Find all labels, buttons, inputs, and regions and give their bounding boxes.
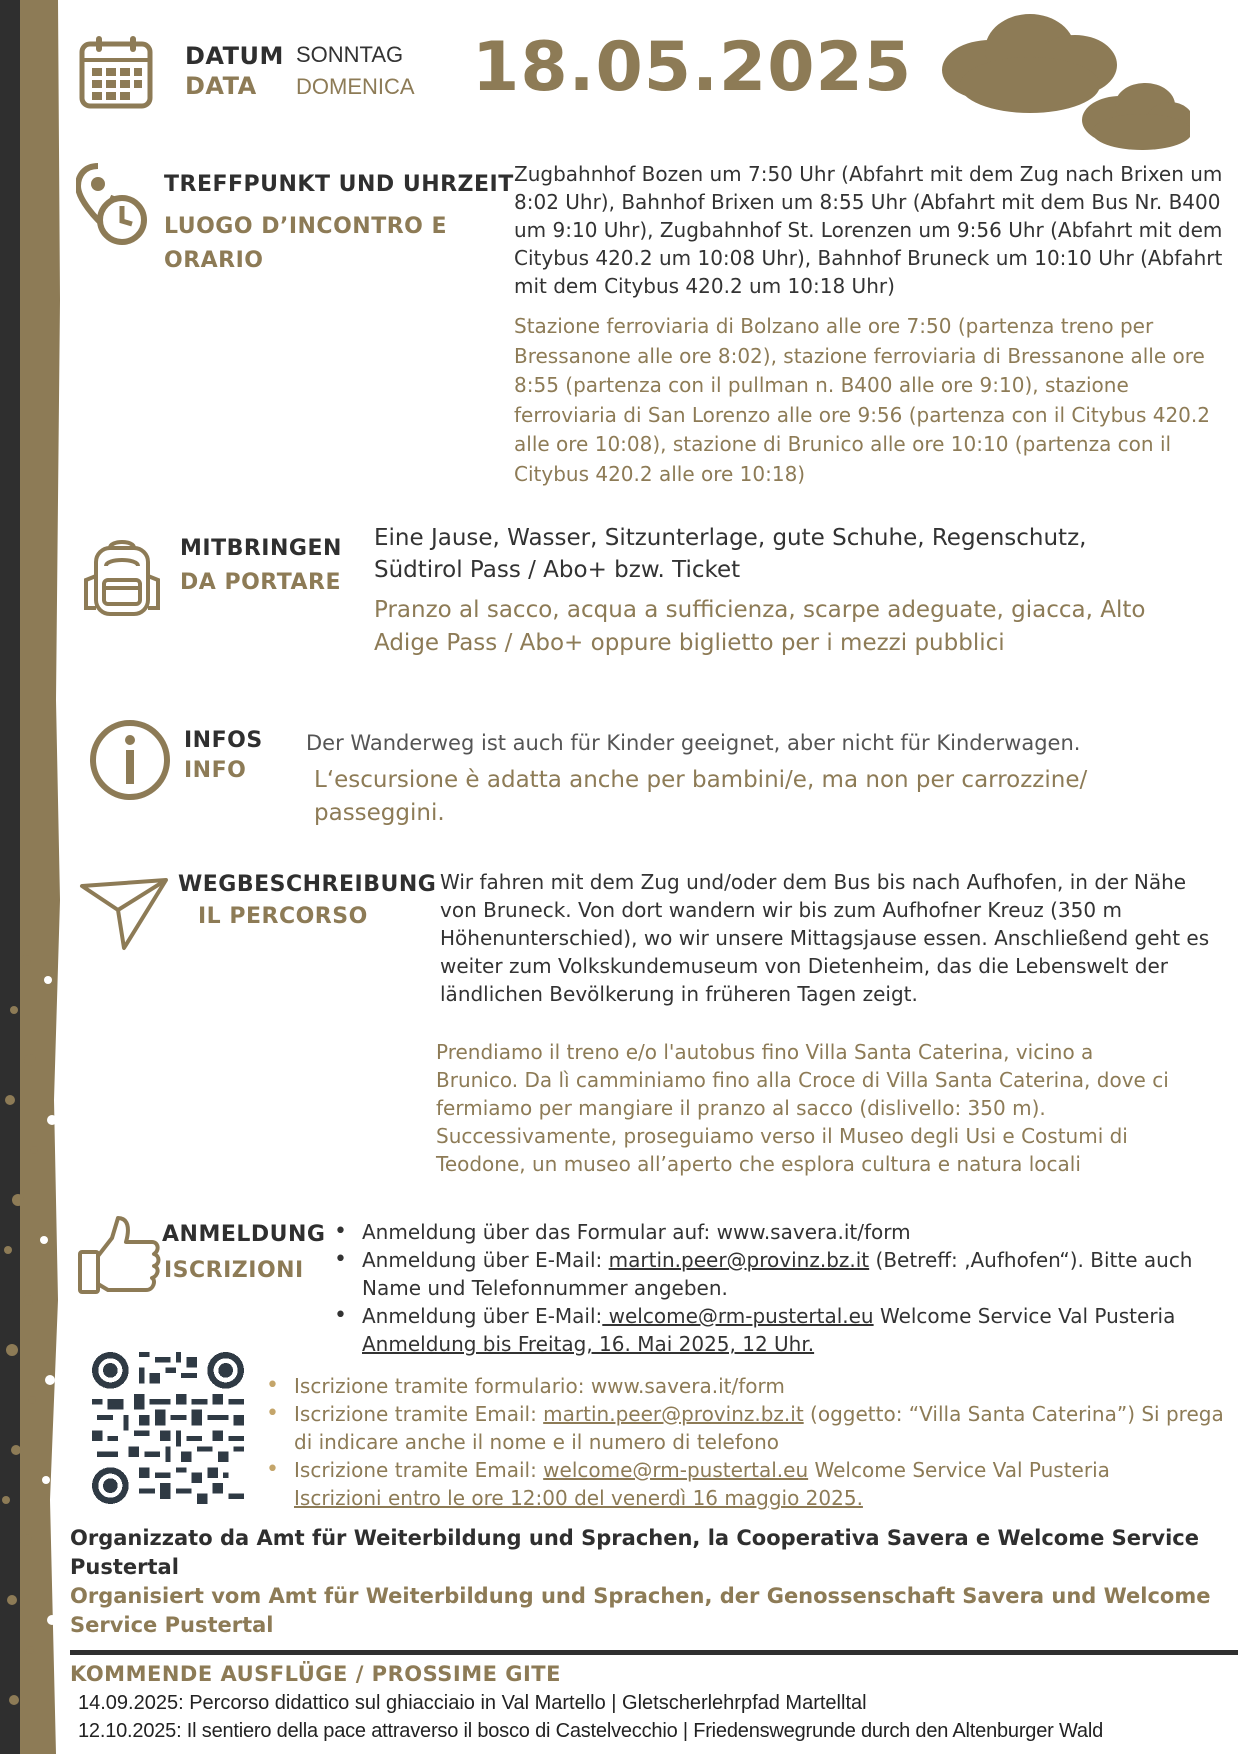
registration-email-suffix-de: (Betreff: ‚Aufhofen“). Bitte auch Name und Telefonnummer angeben. [362,1248,1193,1300]
info-text-it: L‘escursione è adatta anche per bambini/e, ma non per carrozzine/ passeggini. [314,767,1088,826]
backpack-icon [80,536,164,620]
registration-item-email-it [264,1400,1234,1456]
calendar-icon [78,34,154,110]
date-label-de: DATUM [185,42,284,70]
registration-welcome-prefix-it: Iscrizione tramite Email: [294,1458,544,1482]
meeting-text-de: Zugbahnhof Bozen um 7:50 Uhr (Abfahrt mit dem Zug nach Brixen um 8:02 Uhr), Bahnhof Brixen um 8:55 Uhr (Abfahrt mit dem Bus Nr. B400 um 9:10 Uhr), Zugbahnhof St. Lorenzen um 9:56 Uhr (Abfahrt mit dem Citybus 420.2 um 10:08 Uhr), Bahnhof Bruneck um 10:10 Uhr (Abfahrt mit dem Citybus 420.2 um 10:18 Uhr) [514,162,1223,298]
registration-item-form-de: • Anmeldung über das Formular auf: www.savera.it/form [332,1218,1232,1246]
organizer-text-it: Organizzato da Amt für Weiterbildung und Sprachen, la Cooperativa Savera e Welcome Service Pustertal [70,1526,1199,1579]
registration-email-prefix-de: Anmeldung über E-Mail: [362,1248,609,1272]
meeting-heading-de: TREFFPUNKT UND UHRZEIT [164,172,514,197]
info-heading-de: INFOS [184,728,263,753]
upcoming-trip-item: 14.09.2025: Percorso didattico sul ghiacciaio in Val Martello | Gletscherlehrpfad Martelltal [78,1692,867,1714]
info-icon [88,718,172,802]
bring-heading-it: DA PORTARE [180,570,342,595]
route-text-de: Wir fahren mit dem Zug und/oder dem Bus bis nach Aufhofen, in der Nähe von Bruneck. Von dort wandern wir bis zum Aufhofner Kreuz (350 m Höhenunterschied), wo wir unsere Mittagsjause essen. Anschließend geht es weiter zum Volkskundemuseum von Dietenheim, das die Lebenswelt der ländlichen Bevölkerung in früheren Tagen zeigt. [440,870,1210,1006]
info-text-de: Der Wanderweg ist auch für Kinder geeignet, aber nicht für Kinderwagen. [306,731,1081,755]
upcoming-trip-item: 12.10.2025: Il sentiero della pace attraverso il bosco di Castelvecchio | Friedenswegrunde durch den Altenburger Wald [78,1720,1103,1742]
registration-item-form-it: • Iscrizione tramite formulario: www.savera.it/form [264,1372,1234,1400]
bring-text-de: Eine Jause, Wasser, Sitzunterlage, gute Schuhe, Regenschutz, Südtirol Pass / Abo+ bzw. Ticket [374,525,1087,583]
organizer-text-de: Organisiert vom Amt für Weiterbildung und Sprachen, der Genossenschaft Savera und Welcome Service Pustertal [70,1584,1211,1637]
email-link-welcome-it[interactable]: welcome@rm-pustertal.eu [543,1458,809,1482]
left-decorative-strip [0,0,70,1754]
event-date: 18.05.2025 [472,28,913,107]
registration-welcome-prefix-de: Anmeldung über E-Mail: [362,1304,603,1328]
meeting-text-it: Stazione ferroviaria di Bolzano alle ore 7:50 (partenza treno per Bressanone alle ore 8:02), stazione ferroviaria di Bressanone alle ore 8:55 (partenza con il pullman n. B400 alle ore 9:10), stazione ferroviaria di San Lorenzo alle ore 9:56 (partenza con il Citybus 420.2 alle ore 10:08), stazione di Brunico alle ore 10:10 (partenza con il Citybus 420.2 alle ore 10:18) [514,314,1210,486]
meeting-heading-it: LUOGO D’INCONTRO E ORARIO [164,214,448,273]
thumbs-up-icon [78,1212,162,1298]
email-link-welcome-de[interactable]: welcome@rm-pustertal.eu [602,1304,874,1328]
location-clock-icon [76,162,148,248]
registration-welcome-suffix-it: Welcome Service Val Pusteria [808,1458,1110,1482]
registration-heading-de: ANMELDUNG [162,1222,326,1247]
qr-code[interactable] [92,1352,244,1504]
registration-heading-it: ISCRIZIONI [164,1258,304,1283]
paper-plane-icon [78,872,170,952]
bring-heading-de: MITBRINGEN [180,536,342,561]
registration-deadline-de: Anmeldung bis Freitag, 16. Mai 2025, 12 Uhr. [362,1332,815,1356]
route-text-it: Prendiamo il treno e/o l'autobus fino Villa Santa Caterina, vicino a Brunico. Da lì camminiamo fino alla Croce di Villa Santa Caterina, dove ci fermiamo per mangiare il pranzo al sacco (dislivello: 350 m). Successivamente, proseguiamo verso il Museo degli Usi e Costumi di Teodone, un museo all’aperto che esplora cultura e natura locali [436,1040,1169,1176]
bring-text-it: Pranzo al sacco, acqua a sufficienza, scarpe adeguate, giacca, Alto Adige Pass / Abo+ oppure biglietto per i mezzi pubblici [374,597,1146,656]
registration-welcome-suffix-de: Welcome Service Val Pusteria [873,1304,1176,1328]
date-label-it: DATA [185,72,257,100]
route-heading-de: WEGBESCHREIBUNG [178,872,437,897]
registration-item-welcome-de [332,1302,1232,1358]
route-heading-it: IL PERCORSO [198,904,368,929]
registration-item-welcome-it [264,1456,1234,1512]
clouds-decoration [930,10,1190,155]
weekday-de: SONNTAG [296,42,404,67]
registration-list-it [264,1372,1234,1512]
weekday-it: DOMENICA [296,74,415,99]
registration-email-prefix-it: Iscrizione tramite Email: [294,1402,544,1426]
email-link-martin-it[interactable]: martin.peer@provinz.bz.it [543,1402,804,1426]
registration-item-email-de [332,1246,1232,1302]
email-link-martin-de[interactable]: martin.peer@provinz.bz.it [608,1248,870,1272]
registration-list-de [332,1218,1232,1358]
registration-deadline-it: Iscrizioni entro le ore 12:00 del venerdì 16 maggio 2025. [294,1486,863,1510]
info-heading-it: INFO [184,758,247,783]
upcoming-trips-heading: KOMMENDE AUSFLÜGE / PROSSIME GITE [70,1662,561,1686]
divider [70,1650,1238,1655]
registration-email-suffix-it: (oggetto: “Villa Santa Caterina”) Si prega di indicare anche il nome e il numero di telefono [294,1402,1224,1454]
